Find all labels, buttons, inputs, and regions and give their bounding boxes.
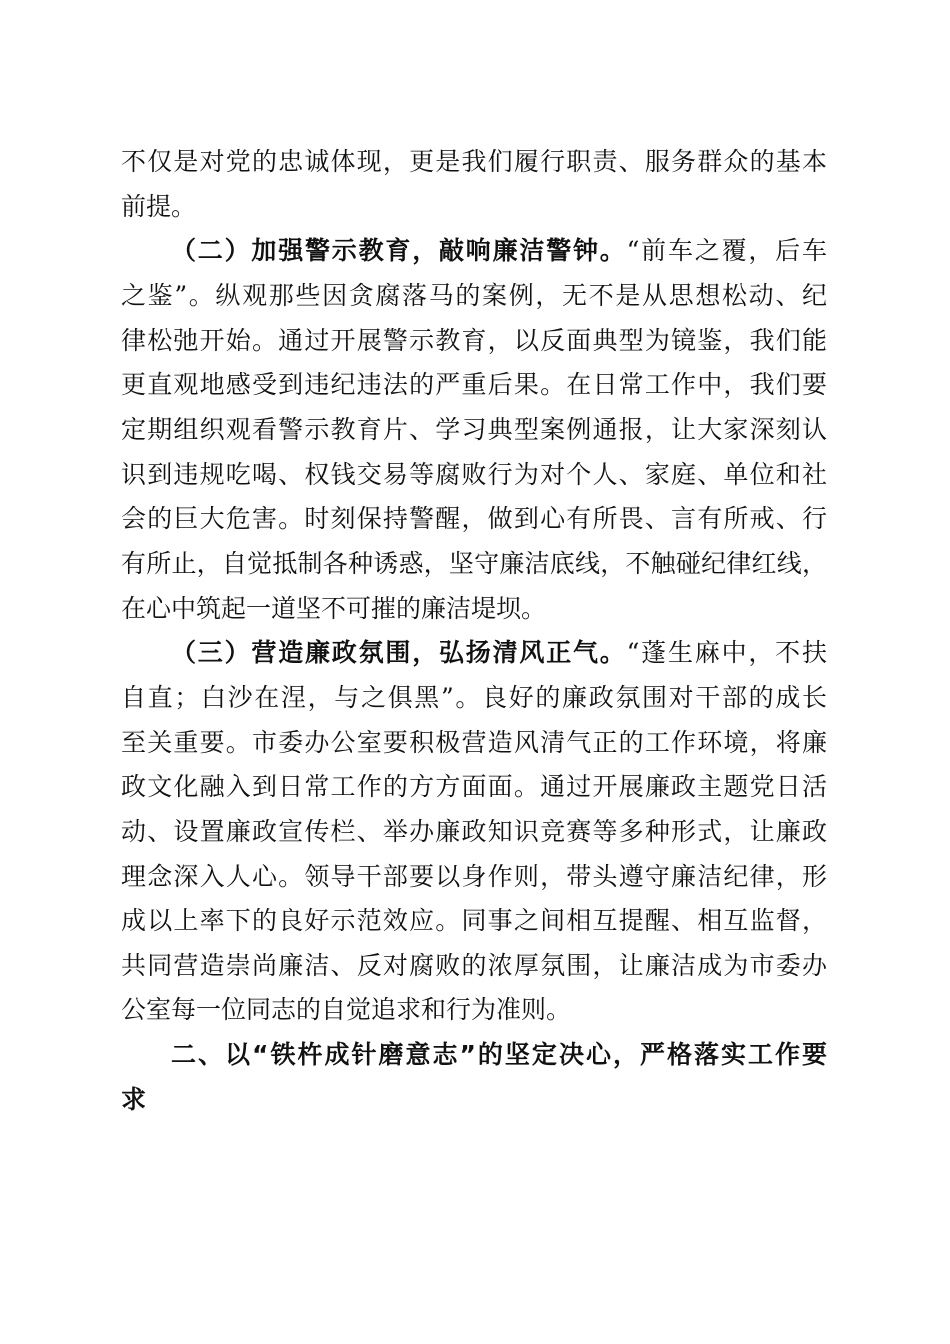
paragraph-warning-education — [121, 229, 827, 631]
text-line: 之鉴”。纵观那些因贪腐落马的案例，无不是从思想松动、纪 — [121, 280, 827, 310]
text-line: 自直；白沙在涅，与之俱黑”。良好的廉政氛围对干部的成长 — [121, 682, 827, 712]
text-line: 共同营造崇尚廉洁、反对腐败的浓厚氛围，让廉洁成为市委办 — [121, 950, 827, 980]
text-span: “前车之覆，后车 — [626, 236, 827, 266]
text-line — [121, 229, 827, 274]
text-line: 公室每一位同志的自觉追求和行为准则。 — [121, 995, 572, 1025]
heading-line: 求 — [121, 1084, 147, 1114]
text-line: 前提。 — [121, 191, 197, 221]
text-line: 定期组织观看警示教育片、学习典型案例通报，让大家深刻认 — [121, 414, 827, 444]
text-line: 有所止，自觉抵制各种诱惑，坚守廉洁底线，不触碰纪律红线， — [121, 548, 827, 578]
text-line — [121, 631, 827, 676]
heading-line: 二、以“铁杵成针磨意志”的坚定决心，严格落实工作要 — [171, 1040, 827, 1070]
text-line: 至关重要。市委办公室要积极营造风清气正的工作环境，将廉 — [121, 727, 827, 757]
paragraph-continuation — [121, 140, 827, 229]
text-line: 政文化融入到日常工作的方方面面。通过开展廉政主题党日活 — [121, 772, 827, 802]
text-line: 识到违规吃喝、权钱交易等腐败行为对个人、家庭、单位和社 — [121, 459, 827, 489]
section-heading — [121, 1033, 827, 1122]
paragraph-integrity-atmosphere — [121, 631, 827, 1033]
text-span: “蓬生麻中，不扶 — [626, 638, 827, 668]
subsection-title: （三）营造廉政氛围，弘扬清风正气。 — [171, 638, 627, 668]
subsection-title: （二）加强警示教育，敲响廉洁警钟。 — [171, 236, 627, 266]
document-page — [121, 140, 827, 1122]
text-line: 在心中筑起一道坚不可摧的廉洁堤坝。 — [121, 593, 547, 623]
text-line: 律松弛开始。通过开展警示教育，以反面典型为镜鉴，我们能 — [121, 325, 827, 355]
text-line: 更直观地感受到违纪违法的严重后果。在日常工作中，我们要 — [121, 370, 827, 400]
text-line: 动、设置廉政宣传栏、举办廉政知识竞赛等多种形式，让廉政 — [121, 816, 827, 846]
text-line: 理念深入人心。领导干部要以身作则，带头遵守廉洁纪律，形 — [121, 861, 827, 891]
text-line: 不仅是对党的忠诚体现，更是我们履行职责、服务群众的基本 — [121, 147, 827, 176]
text-line: 会的巨大危害。时刻保持警醒，做到心有所畏、言有所戒、行 — [121, 504, 827, 534]
text-line: 成以上率下的良好示范效应。同事之间相互提醒、相互监督， — [121, 906, 827, 936]
